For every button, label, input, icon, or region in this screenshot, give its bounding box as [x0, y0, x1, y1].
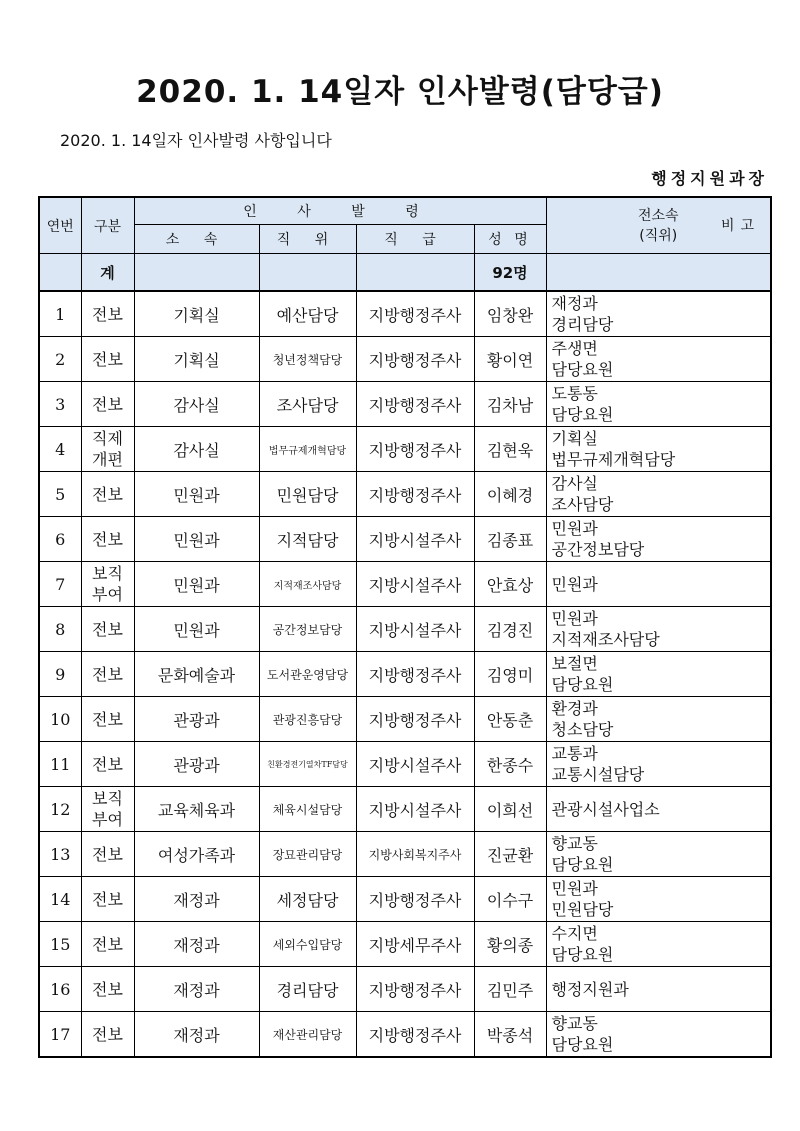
row-name: 김차남 [474, 382, 546, 427]
row-name: 김종표 [474, 517, 546, 562]
row-previous-post-line: 민원과 [551, 879, 598, 898]
row-rank: 지방행정주사 [356, 291, 474, 337]
row-department: 여성가족과 [134, 832, 259, 877]
total-row [39, 254, 771, 292]
row-department: 교육체육과 [134, 787, 259, 832]
row-number: 2 [39, 337, 81, 382]
row-position: 체육시설담당 [259, 787, 356, 832]
row-category-line: 전보 [92, 529, 123, 549]
row-department: 관광과 [134, 742, 259, 787]
row-previous-post [546, 427, 771, 472]
row-category-line: 부여 [92, 585, 123, 604]
row-position: 경리담당 [259, 967, 356, 1012]
row-category [81, 291, 134, 337]
row-category [81, 652, 134, 697]
row-category-line: 전보 [92, 484, 123, 504]
table-row [39, 742, 771, 787]
row-position: 장묘관리담당 [259, 832, 356, 877]
table-row [39, 652, 771, 697]
row-department: 민원과 [134, 607, 259, 652]
table-row [39, 472, 771, 517]
table-row [39, 697, 771, 742]
row-previous-post-line: 교통시설담당 [551, 765, 645, 784]
row-previous-post-line: 도통동 [551, 384, 598, 403]
row-previous-post [546, 517, 771, 562]
row-rank: 지방시설주사 [356, 517, 474, 562]
row-previous-post-line: 향교동 [551, 834, 598, 853]
row-category [81, 697, 134, 742]
row-previous-post-line: 향교동 [551, 1014, 598, 1033]
row-name: 김경진 [474, 607, 546, 652]
row-category [81, 1012, 134, 1058]
row-number: 4 [39, 427, 81, 472]
row-department: 민원과 [134, 472, 259, 517]
row-rank: 지방행정주사 [356, 877, 474, 922]
row-previous-post-line: 조사담당 [551, 495, 614, 514]
table-row [39, 607, 771, 652]
row-category-line: 전보 [92, 1024, 123, 1044]
row-category [81, 382, 134, 427]
row-category [81, 787, 134, 832]
row-department: 재정과 [134, 922, 259, 967]
row-previous-post [546, 607, 771, 652]
row-previous-post-line: 민원과 [551, 519, 598, 538]
total-count: 92명 [474, 254, 546, 292]
row-number: 14 [39, 877, 81, 922]
header-previous-post [546, 197, 771, 254]
row-category [81, 607, 134, 652]
row-position: 관광진흥담당 [259, 697, 356, 742]
row-previous-post [546, 922, 771, 967]
row-number: 13 [39, 832, 81, 877]
row-department: 감사실 [134, 382, 259, 427]
row-rank: 지방사회복지주사 [356, 832, 474, 877]
row-category-line: 전보 [92, 619, 123, 639]
row-department: 문화예술과 [134, 652, 259, 697]
row-position: 청년정책담당 [259, 337, 356, 382]
row-previous-post-line: 청소담당 [551, 720, 614, 739]
row-previous-post-line: 주생면 [551, 339, 598, 358]
table-row [39, 382, 771, 427]
row-category-line: 전보 [92, 304, 123, 324]
row-previous-post-line: 교통과 [551, 744, 598, 763]
document-title: 2020. 1. 14일자 인사발령(담당급) [136, 74, 664, 110]
row-number: 12 [39, 787, 81, 832]
row-category [81, 832, 134, 877]
row-category-line: 부여 [92, 810, 123, 829]
row-position: 예산담당 [259, 291, 356, 337]
row-number: 8 [39, 607, 81, 652]
row-category [81, 742, 134, 787]
row-previous-post [546, 967, 771, 1012]
row-rank: 지방시설주사 [356, 787, 474, 832]
row-department: 재정과 [134, 877, 259, 922]
row-previous-post [546, 742, 771, 787]
row-number: 1 [39, 291, 81, 337]
row-category [81, 427, 134, 472]
row-previous-post-line: 담당요원 [551, 360, 614, 379]
issuer-label: 행정지원과장 [651, 169, 768, 188]
row-previous-post-line: 관광시설사업소 [551, 799, 660, 819]
row-category-line: 전보 [92, 979, 123, 999]
row-department: 민원과 [134, 562, 259, 607]
row-position: 친환경전기열차TF담당 [259, 742, 356, 787]
row-previous-post [546, 337, 771, 382]
row-position: 재산관리담당 [259, 1012, 356, 1058]
row-department: 기획실 [134, 337, 259, 382]
row-previous-post-line: 담당요원 [551, 405, 614, 424]
row-name: 한종수 [474, 742, 546, 787]
row-previous-post-line: 보절면 [551, 654, 598, 673]
row-number: 10 [39, 697, 81, 742]
header-note: 비고 [720, 218, 761, 234]
row-category-line: 전보 [92, 394, 123, 414]
row-department: 민원과 [134, 517, 259, 562]
row-department: 재정과 [134, 1012, 259, 1058]
row-category-line: 보직 [92, 564, 123, 583]
header-prev-line1: 전소속 [637, 207, 679, 224]
row-rank: 지방행정주사 [356, 652, 474, 697]
row-category [81, 562, 134, 607]
row-number: 6 [39, 517, 81, 562]
row-previous-post-line: 기획실 [551, 429, 598, 448]
row-position: 민원담당 [259, 472, 356, 517]
header-group: 인 사 발 령 [134, 197, 546, 225]
row-previous-post [546, 472, 771, 517]
table-row [39, 1012, 771, 1058]
row-category [81, 967, 134, 1012]
row-number: 9 [39, 652, 81, 697]
row-name: 김민주 [474, 967, 546, 1012]
row-previous-post-line: 민원과 [551, 574, 598, 594]
row-number: 16 [39, 967, 81, 1012]
row-rank: 지방행정주사 [356, 382, 474, 427]
row-previous-post [546, 1012, 771, 1058]
row-previous-post-line: 법무규제개혁담당 [551, 450, 676, 469]
row-previous-post-line: 민원담당 [551, 900, 614, 919]
row-name: 이수구 [474, 877, 546, 922]
row-name: 임창완 [474, 291, 546, 337]
row-position: 법무규제개혁담당 [259, 427, 356, 472]
personnel-table [38, 196, 772, 1058]
header-rank: 직 급 [356, 225, 474, 254]
row-previous-post-line: 수지면 [551, 924, 598, 943]
row-previous-post [546, 562, 771, 607]
row-rank: 지방행정주사 [356, 472, 474, 517]
row-previous-post-line: 담당요원 [551, 855, 614, 874]
row-category-line: 직제 [92, 429, 123, 448]
row-number: 3 [39, 382, 81, 427]
row-category [81, 337, 134, 382]
row-department: 관광과 [134, 697, 259, 742]
header-prev-line2: (직위) [639, 227, 678, 244]
document-subtitle: 2020. 1. 14일자 인사발령 사항입니다 [60, 131, 332, 150]
row-previous-post [546, 877, 771, 922]
row-name: 이혜경 [474, 472, 546, 517]
header-dept: 소 속 [134, 225, 259, 254]
row-name: 진균환 [474, 832, 546, 877]
row-category-line: 전보 [92, 889, 123, 909]
row-name: 안효상 [474, 562, 546, 607]
row-previous-post-line: 지적재조사담당 [551, 630, 660, 649]
row-category [81, 922, 134, 967]
row-previous-post-line: 민원과 [551, 609, 598, 628]
row-name: 김영미 [474, 652, 546, 697]
row-number: 15 [39, 922, 81, 967]
header-no: 연번 [39, 197, 81, 254]
row-previous-post-line: 환경과 [551, 699, 598, 718]
header-category: 구분 [81, 197, 134, 254]
row-rank: 지방행정주사 [356, 697, 474, 742]
table-row [39, 427, 771, 472]
row-rank: 지방시설주사 [356, 742, 474, 787]
row-position: 세정담당 [259, 877, 356, 922]
table-row [39, 877, 771, 922]
row-previous-post [546, 832, 771, 877]
row-name: 황의종 [474, 922, 546, 967]
row-department: 감사실 [134, 427, 259, 472]
row-previous-post-line: 재정과 [551, 294, 598, 313]
row-previous-post-line: 감사실 [551, 474, 598, 493]
table-row [39, 967, 771, 1012]
row-category [81, 877, 134, 922]
row-previous-post-line: 담당요원 [551, 675, 614, 694]
row-position: 세외수입담당 [259, 922, 356, 967]
total-label: 계 [81, 254, 134, 292]
table-row [39, 922, 771, 967]
header-name: 성 명 [474, 225, 546, 254]
row-category [81, 517, 134, 562]
row-rank: 지방행정주사 [356, 1012, 474, 1058]
table-row [39, 291, 771, 337]
table-row [39, 337, 771, 382]
row-category-line: 전보 [92, 754, 123, 774]
row-previous-post-line: 공간정보담당 [551, 540, 645, 559]
table-row [39, 832, 771, 877]
row-position: 도서관운영담당 [259, 652, 356, 697]
row-department: 기획실 [134, 291, 259, 337]
row-position: 지적재조사담당 [259, 562, 356, 607]
row-previous-post-line: 담당요원 [551, 945, 614, 964]
row-position: 지적담당 [259, 517, 356, 562]
row-previous-post [546, 382, 771, 427]
header-position: 직 위 [259, 225, 356, 254]
row-previous-post-line: 경리담당 [551, 315, 614, 334]
row-previous-post [546, 787, 771, 832]
row-position: 공간정보담당 [259, 607, 356, 652]
row-category-line: 전보 [92, 844, 123, 864]
row-name: 안동춘 [474, 697, 546, 742]
row-previous-post [546, 652, 771, 697]
table-row [39, 517, 771, 562]
row-previous-post-line: 행정지원과 [551, 979, 629, 999]
row-name: 이희선 [474, 787, 546, 832]
row-rank: 지방시설주사 [356, 562, 474, 607]
row-rank: 지방행정주사 [356, 967, 474, 1012]
row-category-line: 전보 [92, 349, 123, 369]
row-rank: 지방세무주사 [356, 922, 474, 967]
row-name: 김현욱 [474, 427, 546, 472]
row-number: 17 [39, 1012, 81, 1058]
row-position: 조사담당 [259, 382, 356, 427]
row-previous-post [546, 291, 771, 337]
row-name: 박종석 [474, 1012, 546, 1058]
row-category-line: 전보 [92, 934, 123, 954]
row-rank: 지방시설주사 [356, 607, 474, 652]
row-category-line: 전보 [92, 709, 123, 729]
row-previous-post-line: 담당요원 [551, 1035, 614, 1054]
row-category-line: 보직 [92, 789, 123, 808]
table-row [39, 562, 771, 607]
row-number: 11 [39, 742, 81, 787]
row-name: 황이연 [474, 337, 546, 382]
row-number: 7 [39, 562, 81, 607]
row-number: 5 [39, 472, 81, 517]
row-category-line: 전보 [92, 664, 123, 684]
row-previous-post [546, 697, 771, 742]
table-row [39, 787, 771, 832]
row-category-line: 개편 [92, 450, 123, 469]
row-category [81, 472, 134, 517]
row-rank: 지방행정주사 [356, 337, 474, 382]
row-department: 재정과 [134, 967, 259, 1012]
row-rank: 지방행정주사 [356, 427, 474, 472]
